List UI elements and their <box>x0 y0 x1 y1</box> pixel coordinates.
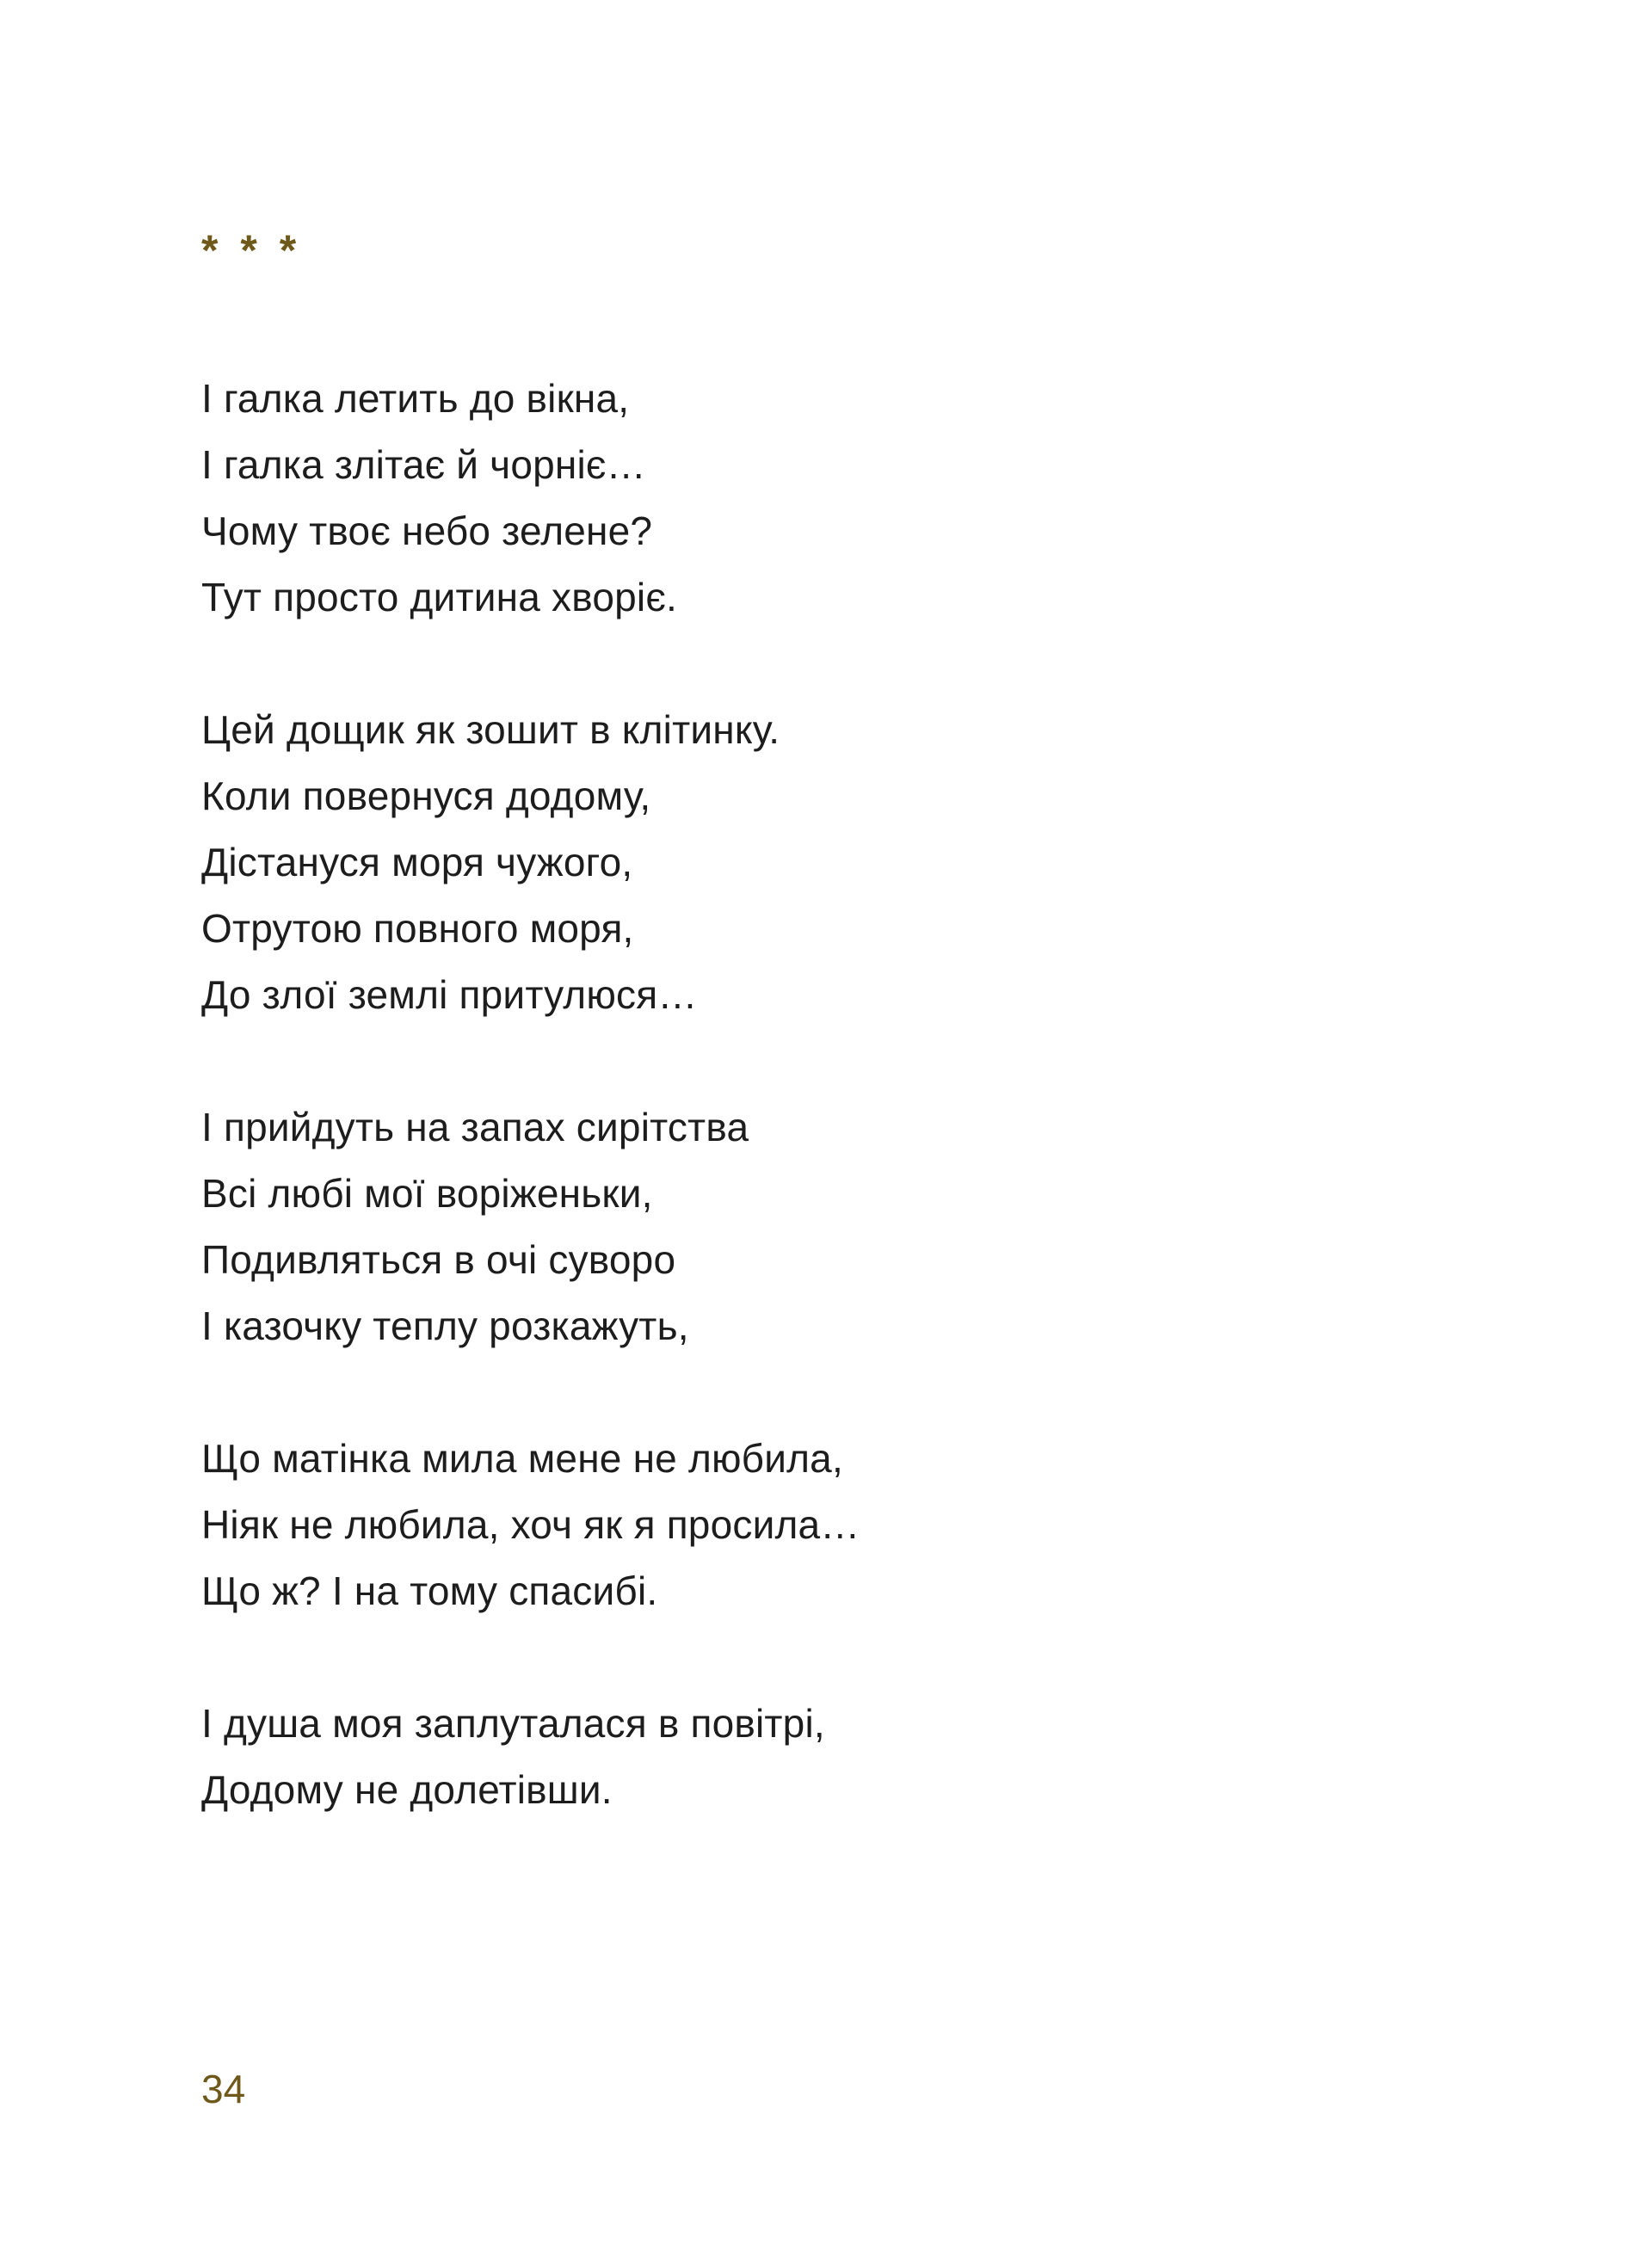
poem-line: Чому твоє небо зелене? <box>201 508 653 553</box>
stanza <box>201 1094 1549 1359</box>
stanza <box>201 1691 1549 1823</box>
poem-line: Що ж? І на тому спасибі. <box>201 1568 658 1613</box>
poem-line: Що матінка мила мене не любила, <box>201 1436 843 1481</box>
poem-line: І прийдуть на запах сирітства <box>201 1105 749 1149</box>
poem-line: І галка злітає й чорніє… <box>201 442 646 487</box>
poem-line: Отрутою повного моря, <box>201 906 634 951</box>
stanza <box>201 366 1549 631</box>
poem-line: І галка летить до вікна, <box>201 376 630 421</box>
stanza <box>201 697 1549 1028</box>
asterisk-divider: * * * <box>201 226 302 274</box>
poem-line: Додому не долетівши. <box>201 1767 613 1812</box>
poem-line: Цей дощик як зошит в клітинку. <box>201 707 780 752</box>
poem-line: Дістануся моря чужого, <box>201 840 633 884</box>
poem-line: Подивляться в очі суворо <box>201 1237 676 1282</box>
poem-line: Ніяк не любила, хоч як я просила… <box>201 1502 860 1547</box>
stanza <box>201 1426 1549 1624</box>
poem-line: До злої землі притулюся… <box>201 972 698 1017</box>
poem-line: Тут просто дитина хворіє. <box>201 575 677 619</box>
poem-line: І казочку теплу розкажуть, <box>201 1303 689 1348</box>
poem-line: І душа моя заплуталася в повітрі, <box>201 1701 825 1746</box>
page-number: 34 <box>201 2067 246 2111</box>
poem-line: Коли повернуся додому, <box>201 773 651 818</box>
poem-body <box>201 366 1549 1889</box>
poem-line: Всі любі мої воріженьки, <box>201 1171 653 1216</box>
